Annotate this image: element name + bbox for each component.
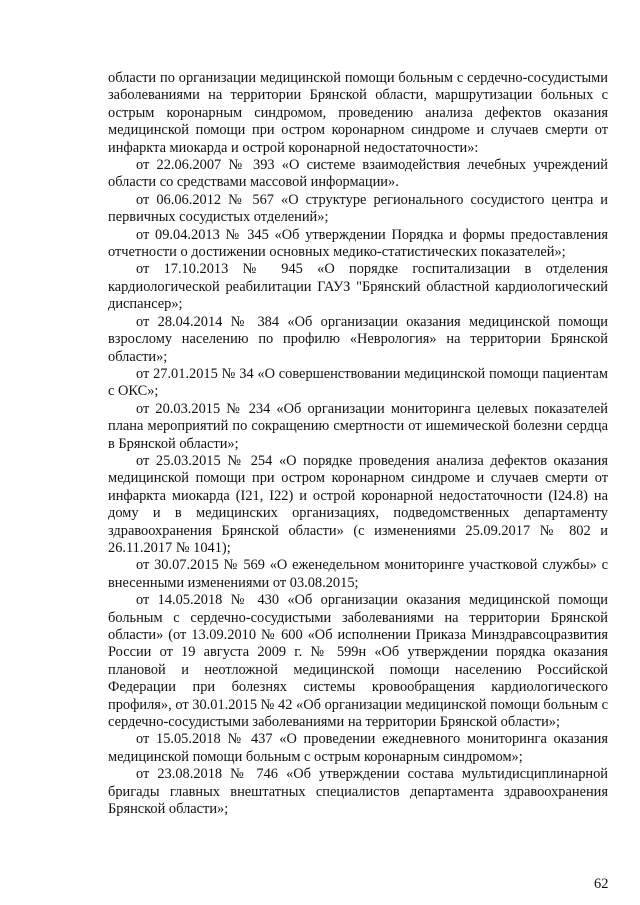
list-item-order-34: от 27.01.2015 № 34 «О совершенствовании медицинской помощи пациентам с ОКС»;: [108, 365, 608, 400]
list-item-order-393: от 22.06.2007 № 393 «О системе взаимодействия лечебных учреждений области со средствами массовой информации».: [108, 157, 608, 191]
list-item-order-384: от 28.04.2014 № 384 «Об организации оказания медицинской помощи взрослому населению по профилю «Неврология» на территории Брянской области»;: [108, 313, 608, 365]
list-item-order-254: от 25.03.2015 № 254 «О порядке проведения анализа дефектов оказания медицинской помощи при остром коронарном синдроме и случаев смерти от инфаркта миокарда (I21, I22) и острой коронарной недостаточности (I24.8) на дому и в медицинских организациях, подведомственных департаменту здравоохранения Брянской области» (с изменениями 25.09.2017 № 802 и 26.11.2017 № 1041);: [108, 452, 608, 556]
list-item-order-234: от 20.03.2015 № 234 «Об организации мониторинга целевых показателей плана мероприятий по сокращению смертности от ишемической болезни сердца в Брянской области»;: [108, 400, 608, 452]
list-item-order-945: от 17.10.2013 № 945 «О порядке госпитализации в отделения кардиологической реабилитации ГАУЗ "Брянский областной кардиологический диспансер»;: [108, 261, 608, 313]
list-item-order-437: от 15.05.2018 № 437 «О проведении ежедневного мониторинга оказания медицинской помощи больным с острым коронарным синдромом»;: [108, 731, 608, 765]
document-body: [108, 70, 608, 818]
list-item-order-567: от 06.06.2012 № 567 «О структуре регионального сосудистого центра и первичных сосудистых отделений»;: [108, 191, 608, 226]
list-item-order-345: от 09.04.2013 № 345 «Об утверждении Порядка и формы предоставления отчетности о достижении основных медико-статистических показателей»;: [108, 226, 608, 261]
page-number: 62: [594, 876, 609, 892]
list-item-order-746: от 23.08.2018 № 746 «Об утверждении состава мультидисциплинарной бригады главных внештатных специалистов департамента здравоохранения Брянской области»;: [108, 766, 608, 818]
list-item-order-569: от 30.07.2015 № 569 «О еженедельном мониторинге участковой службы» с внесенными изменениями от 03.08.2015;: [108, 557, 608, 591]
paragraph-intro-continuation: области по организации медицинской помощи больным с сердечно-сосудистыми заболеваниями на территории Брянской области, маршрутизации больных с острым коронарным синдромом, проведению анализа дефектов оказания медицинской помощи при остром коронарном синдроме и случаев смерти от инфаркта миокарда и острой коронарной недостаточности»:: [108, 70, 608, 156]
list-item-order-430: от 14.05.2018 № 430 «Об организации оказания медицинской помощи больным с сердечно-сосудистыми заболеваниями на территории Брянской области» (от 13.09.2010 № 600 «Об исполнении Приказа Минздравсоцразвития России от 19 августа 2009 г. № 599н «Об утверждении порядка оказания плановой и неотложной медицинской помощи населению Российской Федерации при болезнях системы кровообращения кардиологического профиля», от 30.01.2015 № 42 «Об организации медицинской помощи больным с сердечно-сосудистыми заболеваниями на территории Брянской области»;: [108, 592, 608, 731]
